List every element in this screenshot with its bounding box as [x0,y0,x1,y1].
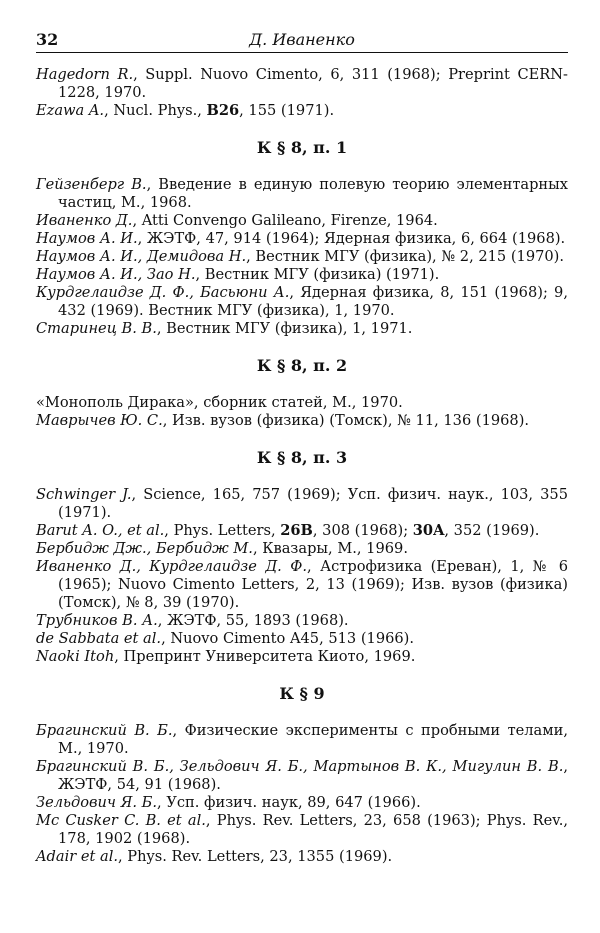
reference-source: , Suppl. Nuovo Cimento, 6, 311 (1968); Preprint CERN-1228, 1970. [58,66,568,101]
reference-source: , Science, 165, 757 (1969); Усп. физич. наук., 103, 355 (1971). [58,486,569,521]
reference-authors: Naoki Itoh [36,648,115,665]
reference-authors: Бербидж Дж., Бербидж М. [36,540,253,557]
reference-authors: Наумов А. И., Демидова Н. [36,248,247,265]
reference-entry [36,794,568,812]
reference-volume: B26 [206,102,240,119]
page-header [36,22,568,53]
reference-entry [36,102,568,120]
reference-authors: Маврычев Ю. С. [36,412,163,429]
reference-source: , Физические эксперименты с пробными телами, М., 1970. [58,722,568,757]
reference-source: , Вестник МГУ (физика), 1, 1971. [156,320,413,337]
reference-entry [36,176,568,212]
reference-entry [36,486,568,522]
reference-entry [36,412,568,430]
reference-entry [36,284,568,320]
reference-entry [36,522,568,540]
page-number: 32 [36,30,59,49]
reference-entry [36,248,568,266]
reference-entry [36,630,568,648]
reference-authors: de Sabbata et al. [36,630,162,647]
reference-authors: Adair et al. [36,848,119,865]
reference-source: , ЖЭТФ, 55, 1893 (1968). [157,612,349,629]
reference-source: , Nucl. Phys., [104,102,207,119]
references-list [36,66,568,866]
reference-source: , ЖЭТФ, 47, 914 (1964); Ядерная физика, 6, 664 (1968). [137,230,566,247]
reference-entry [36,722,568,758]
reference-source: , Усп. физич. наук, 89, 647 (1966). [157,794,421,811]
reference-source: , ЖЭТФ, 54, 91 (1968). [58,758,568,793]
reference-volume: 30A [412,522,445,539]
reference-entry [36,648,568,666]
reference-entry [36,848,568,866]
reference-entry [36,558,568,612]
reference-entry [36,66,568,102]
reference-source: , Изв. вузов (физика) (Томск), № 11, 136 (1968). [162,412,530,429]
reference-authors: Иваненко Д., Курдгелаидзе Д. Ф. [36,558,308,575]
section-title-8-3: К § 8, п. 3 [256,448,348,467]
reference-authors: Иваненко Д. [36,212,133,229]
reference-authors: Ezawa A. [36,102,105,119]
reference-source: «Монополь Дирака», сборник статей, М., 1970. [36,394,403,411]
reference-source: , 352 (1969). [444,522,540,539]
reference-authors: Barut A. O., et al. [36,522,165,539]
reference-source: , Вестник МГУ (физика) (1971). [195,266,440,283]
reference-authors: Наумов А. И. [36,230,138,247]
reference-source: , Квазары, М., 1969. [252,540,408,557]
reference-entry [36,612,568,630]
reference-source: , 308 (1968); [312,522,413,539]
reference-source: , Вестник МГУ (физика), № 2, 215 (1970). [246,248,565,265]
section-title-9: К § 9 [279,684,325,703]
reference-authors: Наумов А. И., Зао Н. [36,266,196,283]
reference-authors: Брагинский В. Б. [36,722,173,739]
reference-entry [36,320,568,338]
reference-authors: Hagedorn R. [36,66,134,83]
reference-entry [36,212,568,230]
section-title-8-2: К § 8, п. 2 [256,356,348,375]
reference-authors: Трубников В. А. [36,612,158,629]
reference-source: , Atti Convengo Galileano, Firenze, 1964. [132,212,438,229]
reference-volume: 26B [280,522,313,539]
section-title-8-1: К § 8, п. 1 [256,138,348,157]
reference-entry [36,758,568,794]
reference-source: , Введение в единую полевую теорию элементарных частиц, М., 1968. [58,176,569,211]
running-head: Д. Иваненко [249,30,355,49]
reference-authors: Schwinger J. [36,486,132,503]
reference-source: , Астрофизика (Ереван), 1, № 6 (1965); Nuovo Cimento Letters, 2, 13 (1969); Изв. вузов (физика) (Томск), № 8, 39 (1970). [58,558,568,611]
reference-entry [36,266,568,284]
reference-authors: Mc Cusker C. B. et al. [36,812,206,829]
reference-source: , Nuovo Cimento A45, 513 (1966). [161,630,415,647]
reference-source: , 155 (1971). [239,102,335,119]
reference-authors: Брагинский В. Б., Зельдович Я. Б., Мартынов В. К., Мигулин В. В. [36,758,564,775]
reference-source: , Phys. Rev. Letters, 23, 1355 (1969). [118,848,393,865]
reference-source: , Ядерная физика, 8, 151 (1968); 9, 432 (1969). Вестник МГУ (физика), 1, 1970. [58,284,568,319]
reference-source: , Phys. Letters, [164,522,281,539]
reference-entry [36,230,568,248]
reference-source: , Phys. Rev. Letters, 23, 658 (1963); Phys. Rev., 178, 1902 (1968). [58,812,568,847]
reference-source: , Препринт Университета Киото, 1969. [114,648,416,665]
reference-authors: Старинец В. В. [36,320,157,337]
reference-authors: Курдгелаидзе Д. Ф., Басьюни А. [36,284,290,301]
reference-entry [36,812,568,848]
reference-entry [36,540,568,558]
reference-authors: Гейзенберг В. [36,176,147,193]
reference-entry [36,394,568,412]
reference-authors: Зельдович Я. Б. [36,794,158,811]
